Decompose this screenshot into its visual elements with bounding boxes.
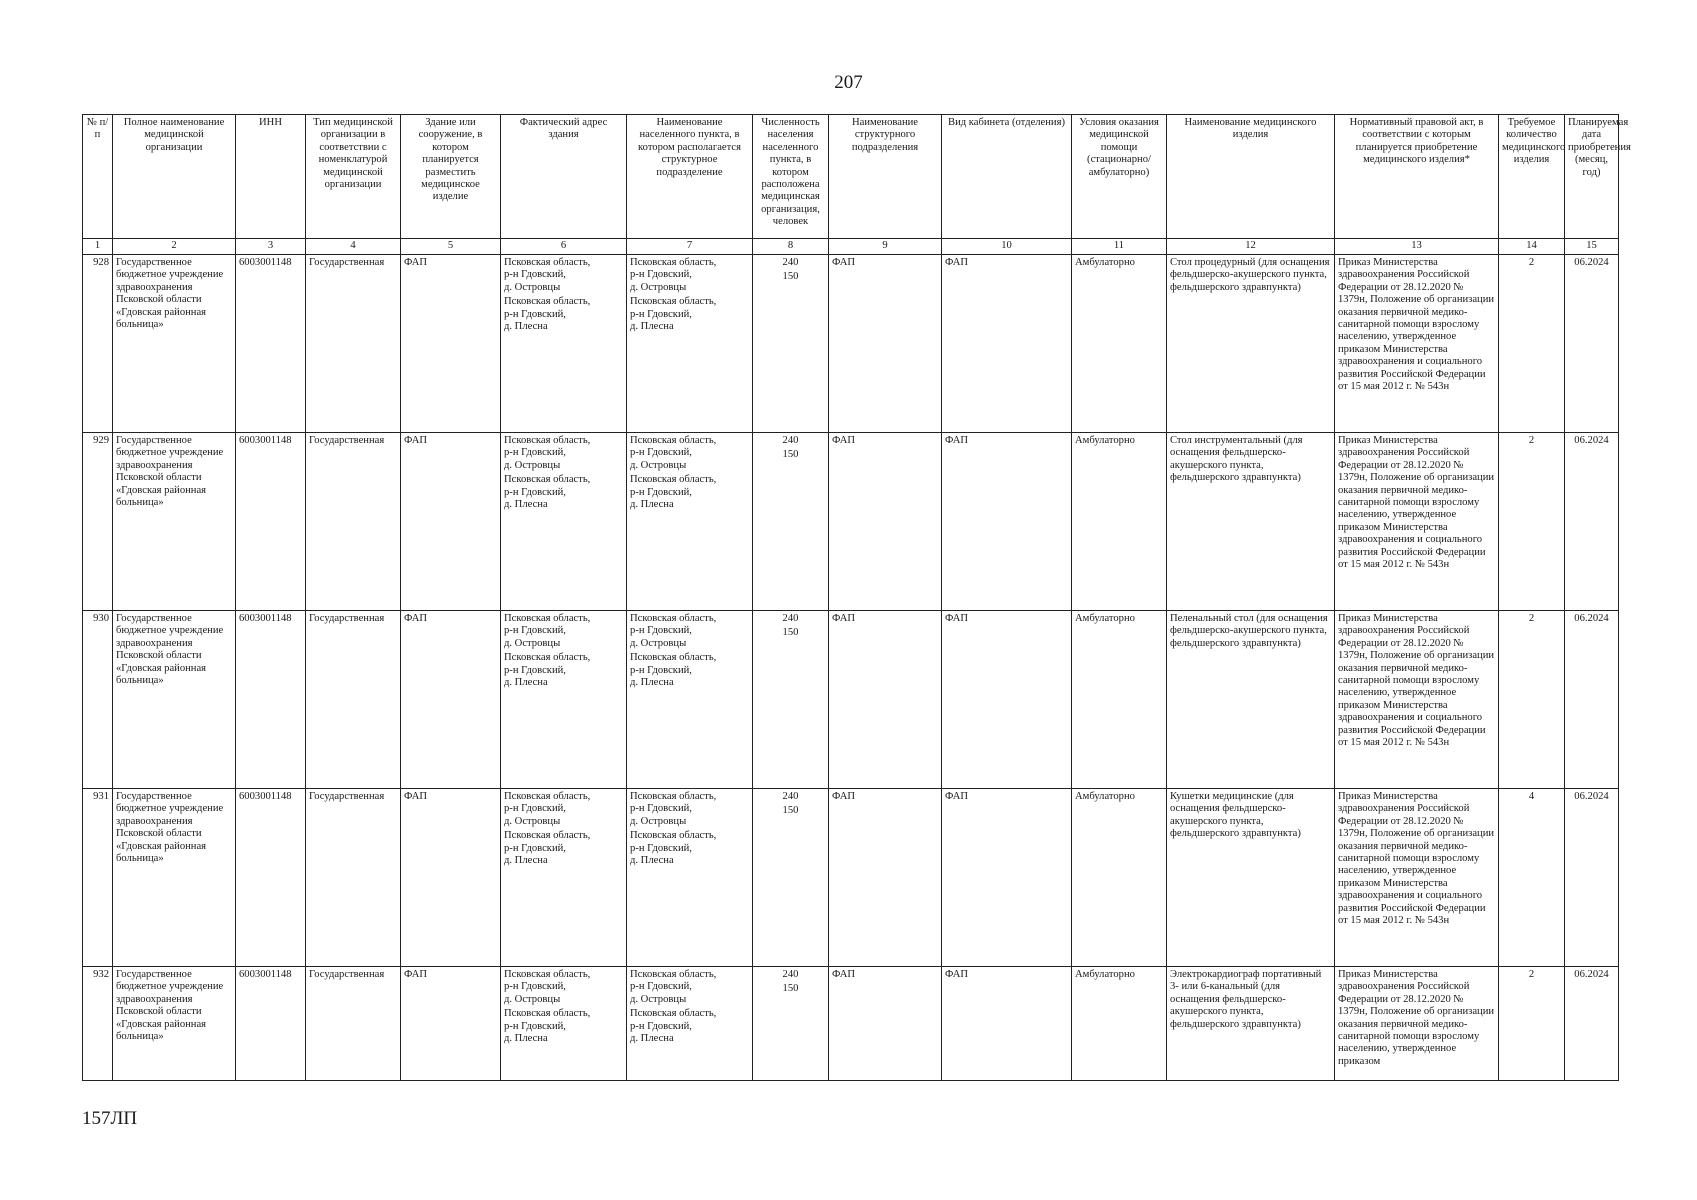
population-value: 150 xyxy=(782,805,799,817)
header-cell: Требуемое количество медицинского изделия xyxy=(1499,115,1565,239)
org-name: Государственное бюджетное учреждение здравоохранения Псковской области «Гдовская районная больница» xyxy=(113,967,236,1081)
planned-date: 06.2024 xyxy=(1565,611,1619,789)
org-type: Государственная xyxy=(306,433,401,611)
header-cell: Условия оказания медицинской помощи (стационарно/ амбулаторно) xyxy=(1072,115,1167,239)
org-name: Государственное бюджетное учреждение здравоохранения Псковской области «Гдовская районная больница» xyxy=(113,255,236,433)
inn: 6003001148 xyxy=(236,255,306,433)
quantity: 2 xyxy=(1499,611,1565,789)
column-number: 1 xyxy=(83,239,113,255)
header-cell: Численность населения населенного пункта, в котором расположена медицинская организация, человек xyxy=(753,115,829,239)
locality-line: Псковская область, р-н Гдовский, д. Островцы xyxy=(630,969,717,1005)
medical-equipment-table xyxy=(82,114,1631,1081)
column-number: 12 xyxy=(1167,239,1335,255)
care-conditions: Амбулаторно xyxy=(1072,255,1167,433)
locality-line: Псковская область, р-н Гдовский, д. Островцы xyxy=(630,791,717,827)
table-row xyxy=(83,967,1619,1081)
population xyxy=(753,255,829,433)
locality-line: Псковская область, р-н Гдовский, д. Плесна xyxy=(630,1008,717,1045)
address-line: Псковская область, р-н Гдовский, д. Островцы xyxy=(504,791,591,827)
building: ФАП xyxy=(401,255,501,433)
header-cell: Нормативный правовой акт, в соответствии с которым планируется приобретение медицинского изделия* xyxy=(1335,115,1499,239)
address-line: Псковская область, р-н Гдовский, д. Плесна xyxy=(504,1008,591,1045)
header-cell: Наименование медицинского изделия xyxy=(1167,115,1335,239)
header-cell: Полное наименование медицинской организации xyxy=(113,115,236,239)
locality-line: Псковская область, р-н Гдовский, д. Островцы xyxy=(630,257,717,293)
device-name: Стол процедурный (для оснащения фельдшерско-акушерского пункта, фельдшерского здравпункта) xyxy=(1167,255,1335,433)
header-cell: Тип медицинской организации в соответствии с номенклатурой медицинской организации xyxy=(306,115,401,239)
column-number: 5 xyxy=(401,239,501,255)
cabinet-type: ФАП xyxy=(942,967,1072,1081)
population xyxy=(753,789,829,967)
actual-address xyxy=(501,433,627,611)
inn: 6003001148 xyxy=(236,433,306,611)
table-row xyxy=(83,611,1619,789)
header-cell: ИНН xyxy=(236,115,306,239)
header-cell: Планируемая дата приобретения (месяц, год) xyxy=(1565,115,1619,239)
device-name: Электрокардиограф портативный 3- или 6-канальный (для оснащения фельдшерско-акушерского пункта, фельдшерского здравпункта) xyxy=(1167,967,1335,1081)
structural-unit: ФАП xyxy=(829,255,942,433)
building: ФАП xyxy=(401,611,501,789)
address-line: Псковская область, р-н Гдовский, д. Островцы xyxy=(504,969,591,1005)
row-number: 932 xyxy=(83,967,113,1081)
quantity: 2 xyxy=(1499,433,1565,611)
locality-line: Псковская область, р-н Гдовский, д. Плесна xyxy=(630,830,717,867)
cabinet-type: ФАП xyxy=(942,433,1072,611)
inn: 6003001148 xyxy=(236,967,306,1081)
address-line: Псковская область, р-н Гдовский, д. Островцы xyxy=(504,257,591,293)
column-number: 8 xyxy=(753,239,829,255)
address-line: Псковская область, р-н Гдовский, д. Плесна xyxy=(504,474,591,511)
column-number-row xyxy=(83,239,1619,255)
column-number: 4 xyxy=(306,239,401,255)
table-row xyxy=(83,255,1619,433)
row-number: 931 xyxy=(83,789,113,967)
org-type: Государственная xyxy=(306,789,401,967)
row-number: 930 xyxy=(83,611,113,789)
locality xyxy=(627,967,753,1081)
column-number: 9 xyxy=(829,239,942,255)
population xyxy=(753,433,829,611)
legal-act: Приказ Министерства здравоохранения Российской Федерации от 28.12.2020 № 1379н, Положение об организации оказания первичной медико-санитарной помощи взрослому населению, утвержденное приказом Министерства здравоохранения и социального развития Российской Федерации от 15 мая 2012 г. № 543н xyxy=(1335,611,1499,789)
population-value: 240 xyxy=(782,435,799,446)
population xyxy=(753,967,829,1081)
org-name: Государственное бюджетное учреждение здравоохранения Псковской области «Гдовская районная больница» xyxy=(113,789,236,967)
building: ФАП xyxy=(401,789,501,967)
column-number: 13 xyxy=(1335,239,1499,255)
structural-unit: ФАП xyxy=(829,967,942,1081)
device-name: Стол инструментальный (для оснащения фельдшерско-акушерского пункта, фельдшерского здравпункта) xyxy=(1167,433,1335,611)
document-code: 157ЛП xyxy=(82,1108,138,1129)
inn: 6003001148 xyxy=(236,789,306,967)
population-value: 150 xyxy=(782,449,799,461)
population-value: 150 xyxy=(782,627,799,639)
planned-date: 06.2024 xyxy=(1565,433,1619,611)
care-conditions: Амбулаторно xyxy=(1072,611,1167,789)
row-number: 928 xyxy=(83,255,113,433)
column-number: 10 xyxy=(942,239,1072,255)
org-name: Государственное бюджетное учреждение здравоохранения Псковской области «Гдовская районная больница» xyxy=(113,611,236,789)
table-row xyxy=(83,789,1619,967)
locality xyxy=(627,433,753,611)
actual-address xyxy=(501,789,627,967)
address-line: Псковская область, р-н Гдовский, д. Островцы xyxy=(504,613,591,649)
column-number: 7 xyxy=(627,239,753,255)
legal-act: Приказ Министерства здравоохранения Российской Федерации от 28.12.2020 № 1379н, Положение об организации оказания первичной медико-санитарной помощи взрослому населению, утвержденное приказом Министерства здравоохранения и социального развития Российской Федерации от 15 мая 2012 г. № 543н xyxy=(1335,433,1499,611)
cabinet-type: ФАП xyxy=(942,255,1072,433)
structural-unit: ФАП xyxy=(829,611,942,789)
column-number: 11 xyxy=(1072,239,1167,255)
population-value: 240 xyxy=(782,613,799,624)
actual-address xyxy=(501,967,627,1081)
header-cell: Наименование структурного подразделения xyxy=(829,115,942,239)
locality-line: Псковская область, р-н Гдовский, д. Островцы xyxy=(630,613,717,649)
locality xyxy=(627,611,753,789)
legal-act: Приказ Министерства здравоохранения Российской Федерации от 28.12.2020 № 1379н, Положение об организации оказания первичной медико-санитарной помощи взрослому населению, утвержденное приказом Министерства здравоохранения и социального развития Российской Федерации от 15 мая 2012 г. № 543н xyxy=(1335,255,1499,433)
locality xyxy=(627,255,753,433)
device-name: Пеленальный стол (для оснащения фельдшерско-акушерского пункта, фельдшерского здравпункта) xyxy=(1167,611,1335,789)
address-line: Псковская область, р-н Гдовский, д. Островцы xyxy=(504,435,591,471)
address-line: Псковская область, р-н Гдовский, д. Плесна xyxy=(504,652,591,689)
actual-address xyxy=(501,255,627,433)
locality xyxy=(627,789,753,967)
quantity: 2 xyxy=(1499,255,1565,433)
planned-date: 06.2024 xyxy=(1565,255,1619,433)
population-value: 240 xyxy=(782,257,799,268)
column-number: 6 xyxy=(501,239,627,255)
column-number: 3 xyxy=(236,239,306,255)
address-line: Псковская область, р-н Гдовский, д. Плесна xyxy=(504,296,591,333)
column-number: 2 xyxy=(113,239,236,255)
locality-line: Псковская область, р-н Гдовский, д. Островцы xyxy=(630,435,717,471)
column-number: 14 xyxy=(1499,239,1565,255)
building: ФАП xyxy=(401,967,501,1081)
quantity: 4 xyxy=(1499,789,1565,967)
legal-act: Приказ Министерства здравоохранения Российской Федерации от 28.12.2020 № 1379н, Положение об организации оказания первичной медико-санитарной помощи взрослому населению, утвержденное приказом xyxy=(1335,967,1499,1081)
population-value: 150 xyxy=(782,271,799,283)
cabinet-type: ФАП xyxy=(942,789,1072,967)
header-row xyxy=(83,115,1619,239)
header-cell: Вид кабинета (отделения) xyxy=(942,115,1072,239)
header-cell: Наименование населенного пункта, в котором располагается структурное подразделение xyxy=(627,115,753,239)
header-cell: Здание или сооружение, в котором планируется разместить медицинское изделие xyxy=(401,115,501,239)
population xyxy=(753,611,829,789)
actual-address xyxy=(501,611,627,789)
locality-line: Псковская область, р-н Гдовский, д. Плесна xyxy=(630,296,717,333)
table-row xyxy=(83,433,1619,611)
locality-line: Псковская область, р-н Гдовский, д. Плесна xyxy=(630,652,717,689)
org-type: Государственная xyxy=(306,967,401,1081)
header-cell: Фактический адрес здания xyxy=(501,115,627,239)
building: ФАП xyxy=(401,433,501,611)
column-number: 15 xyxy=(1565,239,1619,255)
legal-act: Приказ Министерства здравоохранения Российской Федерации от 28.12.2020 № 1379н, Положение об организации оказания первичной медико-санитарной помощи взрослому населению, утвержденное приказом Министерства здравоохранения и социального развития Российской Федерации от 15 мая 2012 г. № 543н xyxy=(1335,789,1499,967)
structural-unit: ФАП xyxy=(829,789,942,967)
planned-date: 06.2024 xyxy=(1565,789,1619,967)
care-conditions: Амбулаторно xyxy=(1072,789,1167,967)
cabinet-type: ФАП xyxy=(942,611,1072,789)
care-conditions: Амбулаторно xyxy=(1072,967,1167,1081)
address-line: Псковская область, р-н Гдовский, д. Плесна xyxy=(504,830,591,867)
header-cell: № п/п xyxy=(83,115,113,239)
row-number: 929 xyxy=(83,433,113,611)
locality-line: Псковская область, р-н Гдовский, д. Плесна xyxy=(630,474,717,511)
population-value: 240 xyxy=(782,969,799,980)
org-type: Государственная xyxy=(306,255,401,433)
population-value: 150 xyxy=(782,983,799,995)
planned-date: 06.2024 xyxy=(1565,967,1619,1081)
device-name: Кушетки медицинские (для оснащения фельдшерско-акушерского пункта, фельдшерского здравпункта) xyxy=(1167,789,1335,967)
org-name: Государственное бюджетное учреждение здравоохранения Псковской области «Гдовская районная больница» xyxy=(113,433,236,611)
population-value: 240 xyxy=(782,791,799,802)
care-conditions: Амбулаторно xyxy=(1072,433,1167,611)
page-number: 207 xyxy=(834,72,863,93)
inn: 6003001148 xyxy=(236,611,306,789)
quantity: 2 xyxy=(1499,967,1565,1081)
org-type: Государственная xyxy=(306,611,401,789)
structural-unit: ФАП xyxy=(829,433,942,611)
